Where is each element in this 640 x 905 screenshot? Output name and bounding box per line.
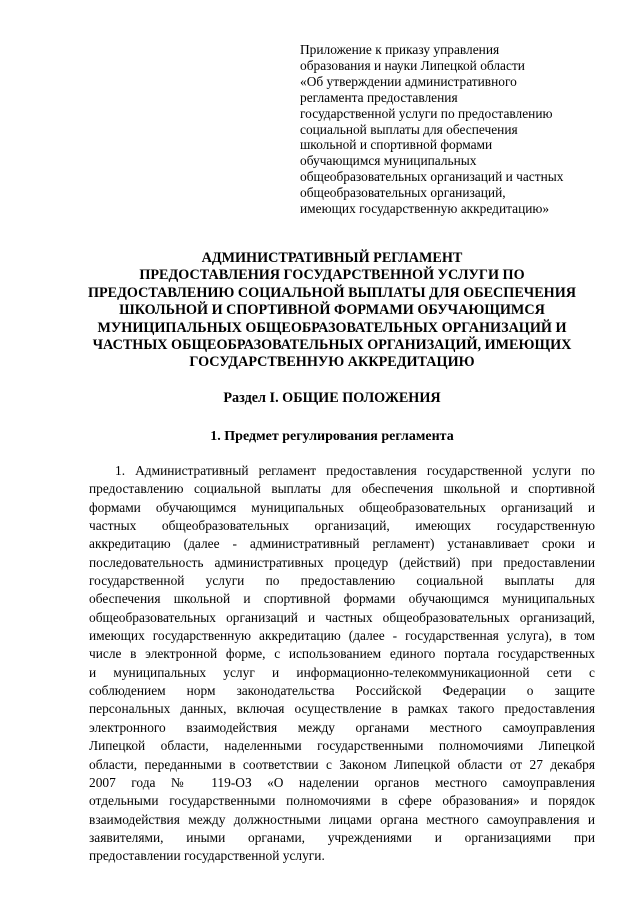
paragraph-line: аккредитацию (далее - административный регламент) устанавливает сроки и: [89, 536, 595, 552]
appendix-line: обучающимся муниципальных: [300, 153, 477, 169]
paragraph-line: взаимодействия между должностными лицами органа местного самоуправления и: [89, 811, 595, 827]
title-line: ГОСУДАРСТВЕННУЮ АККРЕДИТАЦИЮ: [189, 354, 475, 371]
paragraph-line: соблюдением норм законодательства Российской Федерации о защите: [89, 683, 595, 699]
paragraph-line: предоставлению социальной выплаты для обеспечения школьной и спортивной: [89, 481, 595, 497]
appendix-line: Приложение к приказу управления: [300, 42, 500, 57]
paragraph-line: последовательность административных процедур (действий) при предоставлении: [89, 554, 595, 570]
title-line: МУНИЦИПАЛЬНЫХ ОБЩЕОБРАЗОВАТЕЛЬНЫХ ОРГАНИЗАЦИЙ И: [97, 319, 567, 336]
paragraph-line: заявителями, иными органами, учреждениями и организациями при: [89, 829, 595, 845]
section-heading: Раздел I. ОБЩИЕ ПОЛОЖЕНИЯ: [223, 390, 441, 406]
appendix-line: образования и науки Липецкой области: [300, 57, 525, 73]
paragraph-line: имеющих государственную аккредитацию (далее - государственная услуга), в том: [89, 628, 595, 644]
appendix-note: [300, 42, 600, 217]
paragraph-line: персональных данных, включая осуществление в рамках такого предоставления: [89, 701, 595, 717]
paragraph-line: государственной услуги по предоставлению социальной выплаты для: [89, 573, 595, 589]
paragraph-line: отдельными государственными полномочиями в сфере образования» и порядок: [89, 793, 595, 809]
appendix-line: имеющих государственную аккредитацию»: [300, 201, 550, 217]
appendix-line: «Об утверждении административного: [300, 73, 517, 89]
document-title: [52, 250, 612, 372]
paragraph-line: обеспечения школьной и спортивной формами обучающимся муниципальных: [89, 591, 595, 607]
paragraph-line: электронного взаимодействия между органами местного самоуправления: [89, 719, 595, 735]
appendix-line: государственной услуги по предоставлению: [300, 105, 553, 121]
title-line: ШКОЛЬНОЙ И СПОРТИВНОЙ ФОРМАМИ ОБУЧАЮЩИМСЯ: [119, 302, 545, 319]
title-line: ЧАСТНЫХ ОБЩЕОБРАЗОВАТЕЛЬНЫХ ОРГАНИЗАЦИЙ, ИМЕЮЩИХ: [92, 337, 572, 354]
title-line: АДМИНИСТРАТИВНЫЙ РЕГЛАМЕНТ: [201, 250, 463, 266]
paragraph-line: общеобразовательных организаций и частных общеобразовательных организаций,: [89, 609, 595, 625]
appendix-line: социальной выплаты для обеспечения: [300, 121, 518, 137]
appendix-line: регламента предоставления: [300, 89, 458, 105]
paragraph-line: области, переданными в соответствии с Законом Липецкой области от 27 декабря: [89, 756, 595, 772]
paragraph-line: числе в электронной форме, с использованием единого портала государственных: [89, 646, 595, 662]
paragraph-line: Липецкой области, наделенными государственными полномочиями Липецкой: [89, 738, 595, 754]
paragraph-line: частных общеобразовательных организаций, имеющих государственную: [89, 518, 595, 534]
paragraph-line: 2007 года № 119-ОЗ «О наделении органов местного самоуправления: [89, 774, 595, 790]
paragraph-line: 1. Административный регламент предоставления государственной услуги по: [115, 463, 595, 478]
paragraph-line: предоставлении государственной услуги.: [89, 848, 325, 864]
paragraph-1: [89, 462, 595, 866]
paragraph-line: и муниципальных услуг и информационно-телекоммуникационной сети с: [89, 664, 595, 680]
appendix-line: школьной и спортивной формами: [300, 137, 493, 153]
subsection-heading: 1. Предмет регулирования регламента: [210, 429, 454, 444]
appendix-line: общеобразовательных организаций,: [300, 185, 506, 201]
title-line: ПРЕДОСТАВЛЕНИЮ СОЦИАЛЬНОЙ ВЫПЛАТЫ ДЛЯ ОБЕСПЕЧЕНИЯ: [87, 284, 576, 301]
appendix-line: общеобразовательных организаций и частных: [300, 169, 564, 185]
paragraph-line: формами обучающимся муниципальных общеобразовательных организаций и: [89, 499, 595, 515]
title-line: ПРЕДОСТАВЛЕНИЯ ГОСУДАРСТВЕННОЙ УСЛУГИ ПО: [139, 267, 525, 284]
